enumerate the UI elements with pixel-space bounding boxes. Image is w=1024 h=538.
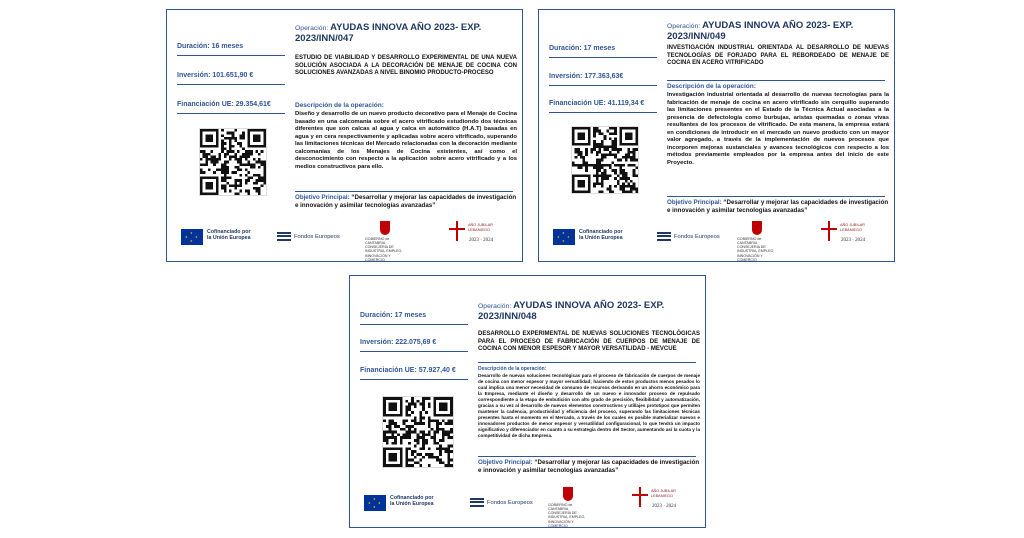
jubilar-year: 2023 · 2024 [652,504,677,509]
objective-label: Objetivo Principal: [295,194,350,201]
divider [177,55,285,56]
operation-code: 2023/INN/047 [295,33,354,45]
funding-logos [167,219,522,262]
gobierno-cantabria-text: GOBIERNO de CANTABRIA CONSEJERÍA DE INDUSTRIA, EMPLEO, INNOVACIÓN Y COMERCIO [365,237,403,262]
description-text: Diseño y desarrollo de un nuevo producto decorativo para el Menaje de Cocina basado en una calcomanía sobre el acero vitrificado estudiondo dos técnicas diferentes que son calcas al agua y calca en automático (H.A.T) basadas en agua y en cera respectivamente y aplicadas sobre acero vitrificado, superando las limitaciones técnicas del Mercado relacionadas con la decoración mediante calcomanías de los Menajes de Cocina existentes, así como el desconocimiento con respecto a la aplicación sobre acero vitrificado y a los medios constructivos para ello. [295,111,517,170]
project-card-047 [166,9,523,262]
fondos-europeos-icon [657,232,671,244]
cantabria-shield-icon [380,221,390,235]
project-title: INVESTIGACIÓN INDUSTRIAL ORIENTADA AL DESARROLLO DE NUEVAS TECNOLOGÍAS DE FORJADO PARA EL REBORDEADO DE MENAJE DE COCINA EN ACERO VITRIFICADO [667,45,889,66]
operation-title: AYUDAS INNOVA AÑO 2023- EXP. [330,22,482,33]
eu-cofinanced-text: Cofinanciado por la Unión Europea [207,229,251,242]
objective-label: Objetivo Principal: [667,199,722,206]
project-card-049 [538,9,895,262]
objective [667,199,889,215]
fondos-europeos-icon [470,498,484,510]
description-text: Investigación industrial orientada al desarrollo de nuevas tecnologías para la fabricación de menaje de cocina en acero vitrificado sin cerquillo superando las limitaciones presentes en el Estado de la Técnica Actual asociadas a la presencia de defectología como burbujas, aristas quemadas o zonas vivas resultantes de los procesos de vitrificado. De esta manera, la empresa estará en condiciones de introducir en el mercado un nuevo producto con un mayor valor agregado, a través de la implementación de nuevos procesos que incorporen mejoras sustanciales y avances tecnológicos con respecto a los métodos previamente empleados por la empresa antes del inicio de este Proyecto. [667,92,889,166]
eu-cofinanced-text: Cofinanciado por la Unión Europea [390,495,434,508]
operation-title: AYUDAS INNOVA AÑO 2023- EXP. [702,20,854,31]
divider [667,80,885,81]
operation-code: 2023/INN/049 [667,31,726,43]
fondos-europeos-text: Fondos Europeos [294,234,340,240]
ano-jubilar-text: AÑO JUBILAR LEBANIEGO [468,223,493,232]
objective [478,459,700,475]
funding-label: Financiación UE: 57.927,40 € [360,367,456,374]
gobierno-cantabria-text: GOBIERNO de CANTABRIA CONSEJERÍA DE INDUSTRIA, EMPLEO, INNOVACIÓN Y COMERCIO [737,237,775,262]
description-label: Descripción de la operación: [667,83,756,90]
ano-jubilar-text: AÑO JUBILAR LEBANIEGO [840,223,865,232]
cantabria-shield-icon [563,487,573,501]
divider [177,113,285,114]
project-card-048 [349,275,706,528]
eu-cofinanced-text: Cofinanciado por la Unión Europea [579,229,623,242]
ano-jubilar-text: AÑO JUBILAR LEBANIEGO [651,489,676,498]
funding-label: Financiación UE: 29.354,61€ [177,101,271,108]
duration-label: Duración: 17 meses [360,312,427,319]
divider [549,57,657,58]
divider [549,112,657,113]
divider [177,84,285,85]
duration-label: Duración: 16 meses [177,43,244,50]
eu-flag-icon: ★ ★ ★ ★ [181,229,203,245]
jubilar-cross-icon [632,487,648,507]
eu-flag-icon: ★ ★ ★ ★ [364,495,386,511]
fondos-europeos-text: Fondos Europeos [674,234,720,240]
cantabria-shield-icon [752,221,762,235]
operation-heading: Operación: AYUDAS INNOVA AÑO 2023- EXP. 2023/INN/048 [478,300,665,323]
investment-label: Inversión: 177.363,63€ [549,73,624,80]
operation-code: 2023/INN/048 [478,311,537,323]
fondos-europeos-text: Fondos Europeos [487,500,533,506]
qr-code-icon[interactable] [571,126,639,194]
funding-logos [350,485,705,528]
divider [667,196,885,197]
project-title: DESARROLLO EXPERIMENTAL DE NUEVAS SOLUCIONES TECNOLÓGICAS PARA EL PROCESO DE FABRICACIÓN DE CUERPOS DE MENAJE DE COCINA CON MENOR ESPESOR Y MAYOR VERSATILIDAD - MEVCUE [478,331,700,352]
fondos-europeos-icon [277,232,291,244]
jubilar-cross-icon [821,221,837,241]
description-label: Descripción de la operación: [478,366,547,372]
objective [295,194,517,210]
jubilar-year: 2023 · 2024 [469,238,494,243]
investment-label: Inversión: 101.651,90 € [177,72,254,79]
operation-heading: Operación: AYUDAS INNOVA AÑO 2023- EXP. 2023/INN/047 [295,22,482,45]
operation-heading: Operación: AYUDAS INNOVA AÑO 2023- EXP. 2023/INN/049 [667,20,854,43]
divider [478,362,696,363]
investment-label: Inversión: 222.075,69 € [360,339,437,346]
divider [549,85,657,86]
divider [295,191,513,192]
objective-text: “Desarrollar y mejorar las capacidades de investigación e innovación y asimilar tecnologías avanzadas” [478,459,700,474]
divider [478,456,696,457]
divider [360,351,468,352]
jubilar-year: 2023 · 2024 [841,238,866,243]
objective-label: Objetivo Principal: [478,459,533,466]
description-text: Desarrollo de nuevas soluciones tecnológicas para el proceso de fabricación de cuerpos de menaje de cocina con menor espesor y mayor versatilidad; haciendo de estos productos menos pesados lo cual implica una menor necesidad de consumo de recursos derivando en un ahorro económico para la Empresa, mediante el diseño y desarrollo de un nuevo e innovador proceso de repulsado correspondiente a la etapa de embutición con alto grado de precisión, flexibilidad y automatización, gracias a su vez al desarrollo de nuevos elementos constructivos y utillajes prototipos que permiten mantener la cadencia, productividad y eficiencia del proceso, superando las limitaciones técnicas presentes hasta el momento en el Mercado, a través de los cuales es posible materializar nuevos e innovadores productos de menor espesor y versatilidad configuracional, lo que tendrá un impacto significativo y diferenciador en cuanto a su estrategia dentro del Sector, aumentando así la cuota y la competitividad de dicha Empresa. [478,373,700,438]
divider [360,324,468,325]
objective-text: “Desarrollar y mejorar las capacidades de investigación e innovación y asimilar tecnologías avanzadas” [667,199,889,214]
qr-code-icon[interactable] [199,128,267,196]
description-label: Descripción de la operación: [295,102,384,109]
operation-title: AYUDAS INNOVA AÑO 2023- EXP. [513,300,665,311]
eu-flag-icon: ★ ★ ★ ★ [553,229,575,245]
gobierno-cantabria-text: GOBIERNO de CANTABRIA CONSEJERÍA DE INDUSTRIA, EMPLEO, INNOVACIÓN Y COMERCIO [548,503,586,528]
funding-logos [539,219,894,262]
qr-code-icon[interactable] [382,396,454,468]
divider [360,379,468,380]
project-title: ESTUDIO DE VIABILIDAD Y DESARROLLO EXPERIMENTAL DE UNA NUEVA SOLUCIÓN ASOCIADA A LA DECORACIÓN DE MENAJE DE COCINA CON SOLUCIONES AVANZADAS A NIVEL BINOMIO PRODUCTO-PROCESO [295,55,517,76]
objective-text: “Desarrollar y mejorar las capacidades de investigación e innovación y asimilar tecnologías avanzadas” [295,194,517,209]
jubilar-cross-icon [449,221,465,241]
duration-label: Duración: 17 meses [549,45,616,52]
funding-label: Financiación UE: 41.119,34 € [549,100,645,107]
